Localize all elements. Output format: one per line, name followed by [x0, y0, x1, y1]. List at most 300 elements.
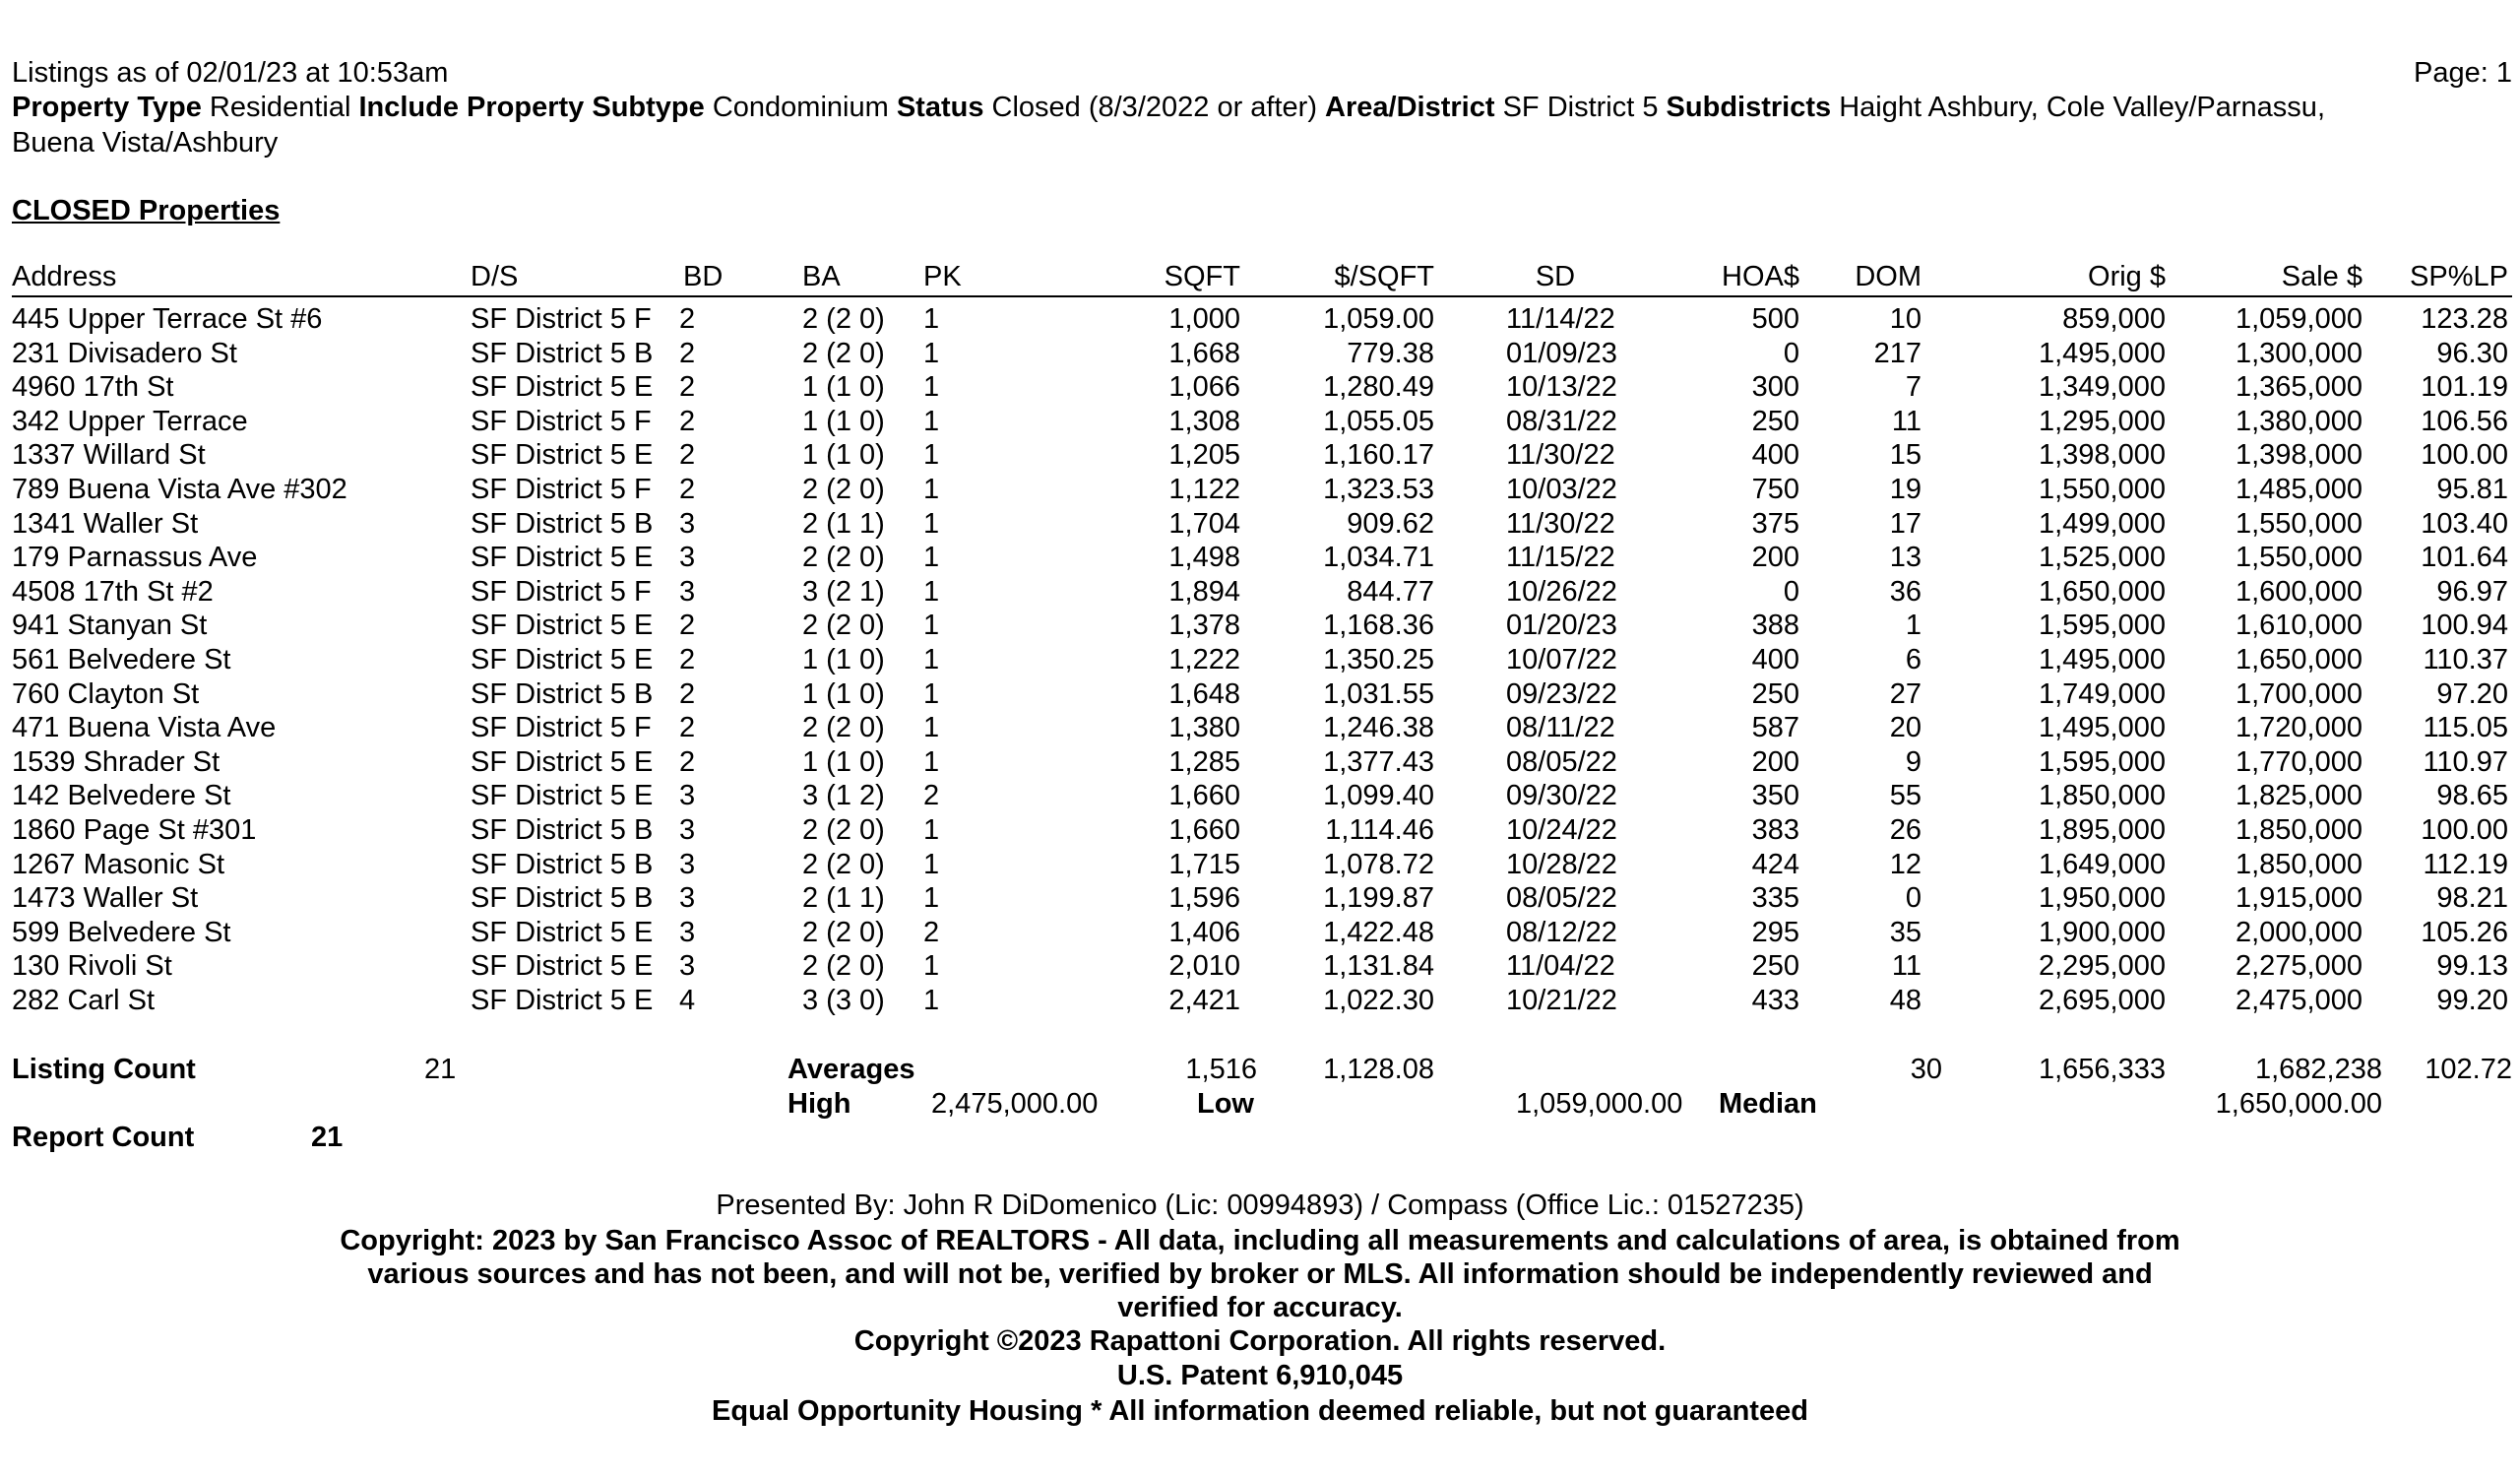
- cell-bd: 2: [679, 371, 696, 403]
- cell-dom: 11: [1891, 950, 1922, 982]
- cell-ppsf: 1,055.05: [1323, 406, 1434, 437]
- cell-orig: 1,398,000: [2038, 439, 2166, 471]
- cell-sqft: 1,648: [1168, 678, 1240, 710]
- cell-ppsf: 1,280.49: [1323, 371, 1434, 403]
- cell-ba: 2 (2 0): [802, 814, 885, 846]
- cell-ds: SF District 5 E: [471, 746, 654, 778]
- cell-bd: 3: [679, 950, 696, 982]
- cell-ba: 2 (2 0): [802, 474, 885, 505]
- cell-sd: 08/12/22: [1506, 917, 1617, 948]
- cell-dom: 19: [1889, 474, 1922, 505]
- cell-hoa: 295: [1751, 917, 1799, 948]
- cell-sqft: 1,660: [1168, 780, 1240, 811]
- cell-ba: 2 (1 1): [802, 882, 885, 914]
- cell-ppsf: 1,131.84: [1323, 950, 1434, 982]
- avg-dom: 30: [1910, 1054, 1942, 1085]
- cell-ppsf: 1,323.53: [1323, 474, 1434, 505]
- avg-ppsf: 1,128.08: [1323, 1054, 1434, 1085]
- equal-opportunity: Equal Opportunity Housing * All information deemed reliable, but not guaranteed: [712, 1395, 1808, 1427]
- cell-orig: 1,649,000: [2038, 849, 2166, 880]
- cell-hoa: 433: [1751, 985, 1799, 1016]
- cell-sd: 11/15/22: [1506, 542, 1615, 573]
- cell-sale: 2,000,000: [2235, 917, 2362, 948]
- cell-pk: 1: [923, 644, 940, 675]
- cell-address: 130 Rivoli St: [12, 950, 172, 982]
- cell-ds: SF District 5 E: [471, 917, 654, 948]
- cell-hoa: 375: [1751, 508, 1799, 540]
- cell-dom: 15: [1889, 439, 1922, 471]
- section-title: CLOSED Properties: [12, 195, 281, 226]
- cell-splp: 115.05: [2423, 712, 2508, 743]
- cell-orig: 1,525,000: [2038, 542, 2166, 573]
- header-divider: [12, 295, 2512, 297]
- cell-sd: 10/26/22: [1506, 576, 1617, 608]
- cell-sale: 1,720,000: [2235, 712, 2362, 743]
- cell-hoa: 424: [1751, 849, 1799, 880]
- cell-ba: 1 (1 0): [802, 678, 885, 710]
- cell-dom: 9: [1905, 746, 1922, 778]
- col-header-hoa: HOA$: [1722, 261, 1799, 292]
- averages-label: Averages: [788, 1054, 915, 1085]
- cell-splp: 96.30: [2436, 338, 2508, 369]
- cell-ppsf: 1,022.30: [1323, 985, 1434, 1016]
- cell-splp: 101.19: [2421, 371, 2508, 403]
- cell-address: 231 Divisadero St: [12, 338, 237, 369]
- cell-ds: SF District 5 E: [471, 542, 654, 573]
- cell-sqft: 1,715: [1168, 849, 1240, 880]
- cell-sd: 09/30/22: [1506, 780, 1617, 811]
- cell-dom: 26: [1889, 814, 1922, 846]
- cell-hoa: 250: [1751, 678, 1799, 710]
- cell-ppsf: 1,377.43: [1323, 746, 1434, 778]
- cell-bd: 3: [679, 576, 696, 608]
- cell-ds: SF District 5 F: [471, 406, 652, 437]
- cell-sqft: 1,660: [1168, 814, 1240, 846]
- listing-count-value: 21: [424, 1054, 457, 1085]
- copyright-line-2: various sources and has not been, and will not be, verified by broker or MLS. All information should be independently reviewed and: [367, 1258, 2153, 1290]
- col-header-ppsf: $/SQFT: [1334, 261, 1434, 292]
- search-criteria-line2: Buena Vista/Ashbury: [12, 127, 279, 159]
- cell-pk: 1: [923, 849, 940, 880]
- cell-hoa: 500: [1751, 303, 1799, 335]
- cell-bd: 2: [679, 712, 696, 743]
- cell-sd: 08/05/22: [1506, 882, 1617, 914]
- cell-orig: 2,695,000: [2038, 985, 2166, 1016]
- cell-splp: 105.26: [2421, 917, 2508, 948]
- cell-dom: 48: [1889, 985, 1922, 1016]
- cell-dom: 11: [1891, 406, 1922, 437]
- cell-bd: 2: [679, 406, 696, 437]
- copyright-line-1: Copyright: 2023 by San Francisco Assoc of REALTORS - All data, including all measurements and calculations of area, is obtained from: [340, 1225, 2180, 1256]
- cell-ppsf: 1,034.71: [1323, 542, 1434, 573]
- cell-bd: 3: [679, 780, 696, 811]
- cell-sale: 1,550,000: [2235, 542, 2362, 573]
- cell-sqft: 1,285: [1168, 746, 1240, 778]
- col-header-bd: BD: [683, 261, 724, 292]
- low-label: Low: [1197, 1088, 1254, 1120]
- cell-dom: 217: [1873, 338, 1922, 369]
- search-criteria: [12, 94, 2325, 122]
- criteria-label-subdistricts: Subdistricts: [1666, 92, 1832, 123]
- cell-splp: 96.97: [2436, 576, 2508, 608]
- cell-hoa: 200: [1751, 542, 1799, 573]
- cell-sqft: 2,010: [1168, 950, 1240, 982]
- cell-sale: 2,475,000: [2235, 985, 2362, 1016]
- cell-ppsf: 1,099.40: [1323, 780, 1434, 811]
- cell-sd: 10/07/22: [1506, 644, 1617, 675]
- cell-sqft: 1,066: [1168, 371, 1240, 403]
- cell-sd: 10/28/22: [1506, 849, 1617, 880]
- cell-orig: 1,349,000: [2038, 371, 2166, 403]
- cell-pk: 1: [923, 474, 940, 505]
- cell-sale: 1,915,000: [2235, 882, 2362, 914]
- cell-ba: 1 (1 0): [802, 371, 885, 403]
- cell-address: 445 Upper Terrace St #6: [12, 303, 323, 335]
- cell-dom: 27: [1889, 678, 1922, 710]
- cell-address: 760 Clayton St: [12, 678, 200, 710]
- cell-ds: SF District 5 E: [471, 985, 654, 1016]
- cell-hoa: 587: [1751, 712, 1799, 743]
- cell-hoa: 0: [1783, 338, 1799, 369]
- cell-orig: 1,950,000: [2038, 882, 2166, 914]
- cell-hoa: 350: [1751, 780, 1799, 811]
- cell-ds: SF District 5 F: [471, 712, 652, 743]
- cell-ba: 2 (2 0): [802, 917, 885, 948]
- report-count-value: 21: [311, 1122, 344, 1153]
- cell-sqft: 1,498: [1168, 542, 1240, 573]
- cell-address: 4960 17th St: [12, 371, 174, 403]
- cell-dom: 13: [1889, 542, 1922, 573]
- cell-ba: 2 (2 0): [802, 542, 885, 573]
- cell-hoa: 750: [1751, 474, 1799, 505]
- cell-address: 1341 Waller St: [12, 508, 199, 540]
- cell-sale: 1,700,000: [2235, 678, 2362, 710]
- cell-ba: 2 (2 0): [802, 338, 885, 369]
- cell-dom: 6: [1905, 644, 1922, 675]
- cell-orig: 1,650,000: [2038, 576, 2166, 608]
- cell-splp: 100.00: [2421, 814, 2508, 846]
- cell-sale: 1,380,000: [2235, 406, 2362, 437]
- cell-ppsf: 844.77: [1347, 576, 1434, 608]
- cell-address: 1539 Shrader St: [12, 746, 220, 778]
- cell-address: 342 Upper Terrace: [12, 406, 248, 437]
- high-value: 2,475,000.00: [931, 1088, 1099, 1120]
- cell-pk: 1: [923, 814, 940, 846]
- cell-address: 1267 Masonic St: [12, 849, 225, 880]
- cell-ba: 2 (2 0): [802, 950, 885, 982]
- cell-sd: 09/23/22: [1506, 678, 1617, 710]
- cell-sqft: 2,421: [1168, 985, 1240, 1016]
- cell-ppsf: 1,422.48: [1323, 917, 1434, 948]
- cell-sqft: 1,406: [1168, 917, 1240, 948]
- cell-splp: 99.20: [2436, 985, 2508, 1016]
- cell-splp: 106.56: [2421, 406, 2508, 437]
- cell-ppsf: 909.62: [1347, 508, 1434, 540]
- criteria-value-area: SF District 5: [1502, 92, 1659, 123]
- cell-bd: 3: [679, 849, 696, 880]
- cell-hoa: 200: [1751, 746, 1799, 778]
- cell-bd: 4: [679, 985, 696, 1016]
- cell-ba: 1 (1 0): [802, 644, 885, 675]
- cell-ba: 3 (3 0): [802, 985, 885, 1016]
- cell-ds: SF District 5 F: [471, 576, 652, 608]
- cell-sale: 1,825,000: [2235, 780, 2362, 811]
- cell-pk: 1: [923, 508, 940, 540]
- cell-orig: 1,499,000: [2038, 508, 2166, 540]
- cell-sqft: 1,380: [1168, 712, 1240, 743]
- cell-sale: 1,850,000: [2235, 849, 2362, 880]
- cell-pk: 1: [923, 985, 940, 1016]
- cell-ba: 3 (2 1): [802, 576, 885, 608]
- cell-ds: SF District 5 F: [471, 474, 652, 505]
- cell-splp: 98.65: [2436, 780, 2508, 811]
- cell-ppsf: 1,168.36: [1323, 610, 1434, 641]
- col-header-dom: DOM: [1855, 261, 1922, 292]
- patent: U.S. Patent 6,910,045: [1116, 1360, 1404, 1391]
- presented-by: Presented By: John R DiDomenico (Lic: 00994893) / Compass (Office Lic.: 01527235): [716, 1190, 1804, 1221]
- cell-sqft: 1,704: [1168, 508, 1240, 540]
- criteria-value-property-type: Residential: [209, 92, 351, 123]
- page-number: Page: 1: [2414, 57, 2512, 89]
- cell-dom: 12: [1889, 849, 1922, 880]
- cell-splp: 97.20: [2436, 678, 2508, 710]
- cell-bd: 2: [679, 474, 696, 505]
- cell-ppsf: 1,160.17: [1323, 439, 1434, 471]
- cell-splp: 103.40: [2421, 508, 2508, 540]
- cell-hoa: 0: [1783, 576, 1799, 608]
- col-header-sale: Sale $: [2281, 261, 2362, 292]
- cell-bd: 3: [679, 814, 696, 846]
- cell-bd: 3: [679, 882, 696, 914]
- cell-ds: SF District 5 E: [471, 610, 654, 641]
- cell-ppsf: 1,078.72: [1323, 849, 1434, 880]
- cell-ppsf: 1,246.38: [1323, 712, 1434, 743]
- cell-hoa: 383: [1751, 814, 1799, 846]
- cell-hoa: 388: [1751, 610, 1799, 641]
- cell-ppsf: 1,031.55: [1323, 678, 1434, 710]
- cell-ds: SF District 5 E: [471, 439, 654, 471]
- cell-sqft: 1,378: [1168, 610, 1240, 641]
- cell-bd: 2: [679, 338, 696, 369]
- cell-orig: 1,900,000: [2038, 917, 2166, 948]
- cell-splp: 110.97: [2423, 746, 2508, 778]
- cell-sd: 10/03/22: [1506, 474, 1617, 505]
- cell-ds: SF District 5 B: [471, 338, 654, 369]
- listing-count-label: Listing Count: [12, 1054, 196, 1085]
- copyright-line-3: verified for accuracy.: [1117, 1292, 1403, 1323]
- col-header-ds: D/S: [471, 261, 519, 292]
- cell-dom: 10: [1889, 303, 1922, 335]
- cell-pk: 1: [923, 610, 940, 641]
- cell-address: 1860 Page St #301: [12, 814, 257, 846]
- cell-ba: 2 (2 0): [802, 610, 885, 641]
- cell-address: 599 Belvedere St: [12, 917, 231, 948]
- cell-sale: 1,398,000: [2235, 439, 2362, 471]
- cell-splp: 110.37: [2423, 644, 2508, 675]
- avg-orig: 1,656,333: [2038, 1054, 2166, 1085]
- cell-bd: 2: [679, 439, 696, 471]
- high-label: High: [788, 1088, 851, 1120]
- cell-splp: 100.00: [2421, 439, 2508, 471]
- cell-sqft: 1,205: [1168, 439, 1240, 471]
- cell-address: 1337 Willard St: [12, 439, 206, 471]
- cell-ds: SF District 5 E: [471, 950, 654, 982]
- cell-pk: 1: [923, 439, 940, 471]
- cell-sd: 10/24/22: [1506, 814, 1617, 846]
- cell-pk: 2: [923, 780, 940, 811]
- cell-sqft: 1,308: [1168, 406, 1240, 437]
- cell-pk: 1: [923, 371, 940, 403]
- avg-splp: 102.72: [2425, 1054, 2512, 1085]
- cell-orig: 2,295,000: [2038, 950, 2166, 982]
- median-label: Median: [1719, 1088, 1817, 1120]
- cell-dom: 55: [1889, 780, 1922, 811]
- cell-splp: 100.94: [2421, 610, 2508, 641]
- cell-dom: 17: [1889, 508, 1922, 540]
- cell-sd: 10/13/22: [1506, 371, 1617, 403]
- cell-sale: 1,485,000: [2235, 474, 2362, 505]
- cell-sqft: 1,222: [1168, 644, 1240, 675]
- cell-bd: 2: [679, 610, 696, 641]
- cell-hoa: 335: [1751, 882, 1799, 914]
- cell-ds: SF District 5 B: [471, 678, 654, 710]
- cell-orig: 1,495,000: [2038, 644, 2166, 675]
- cell-sqft: 1,894: [1168, 576, 1240, 608]
- cell-address: 471 Buena Vista Ave: [12, 712, 277, 743]
- cell-orig: 1,895,000: [2038, 814, 2166, 846]
- cell-sd: 08/05/22: [1506, 746, 1617, 778]
- cell-ppsf: 1,199.87: [1323, 882, 1434, 914]
- cell-address: 142 Belvedere St: [12, 780, 231, 811]
- col-header-sd: SD: [1535, 261, 1576, 292]
- cell-hoa: 250: [1751, 406, 1799, 437]
- cell-ppsf: 1,350.25: [1323, 644, 1434, 675]
- cell-ba: 1 (1 0): [802, 746, 885, 778]
- cell-ba: 2 (2 0): [802, 303, 885, 335]
- cell-sqft: 1,596: [1168, 882, 1240, 914]
- cell-ba: 2 (1 1): [802, 508, 885, 540]
- cell-sale: 1,610,000: [2235, 610, 2362, 641]
- cell-sale: 1,300,000: [2235, 338, 2362, 369]
- low-value: 1,059,000.00: [1516, 1088, 1683, 1120]
- cell-ds: SF District 5 E: [471, 780, 654, 811]
- criteria-label-subtype: Include Property Subtype: [358, 92, 705, 123]
- cell-orig: 1,495,000: [2038, 712, 2166, 743]
- cell-ppsf: 1,059.00: [1323, 303, 1434, 335]
- cell-splp: 95.81: [2436, 474, 2508, 505]
- cell-sd: 11/30/22: [1506, 439, 1615, 471]
- cell-address: 941 Stanyan St: [12, 610, 208, 641]
- listings-as-of: Listings as of 02/01/23 at 10:53am: [12, 57, 449, 89]
- cell-sd: 11/30/22: [1506, 508, 1615, 540]
- median-value: 1,650,000.00: [2215, 1088, 2382, 1120]
- cell-ds: SF District 5 E: [471, 644, 654, 675]
- cell-hoa: 400: [1751, 644, 1799, 675]
- cell-sale: 1,550,000: [2235, 508, 2362, 540]
- cell-sale: 1,850,000: [2235, 814, 2362, 846]
- cell-sqft: 1,668: [1168, 338, 1240, 369]
- cell-pk: 1: [923, 338, 940, 369]
- cell-ba: 1 (1 0): [802, 439, 885, 471]
- cell-splp: 101.64: [2421, 542, 2508, 573]
- cell-ds: SF District 5 E: [471, 371, 654, 403]
- cell-dom: 36: [1889, 576, 1922, 608]
- cell-orig: 1,595,000: [2038, 746, 2166, 778]
- cell-dom: 7: [1905, 371, 1922, 403]
- cell-bd: 2: [679, 644, 696, 675]
- cell-orig: 1,749,000: [2038, 678, 2166, 710]
- col-header-address: Address: [12, 261, 117, 292]
- cell-sd: 10/21/22: [1506, 985, 1617, 1016]
- cell-sale: 1,365,000: [2235, 371, 2362, 403]
- cell-ba: 1 (1 0): [802, 406, 885, 437]
- criteria-value-subtype: Condominium: [712, 92, 889, 123]
- cell-ds: SF District 5 B: [471, 814, 654, 846]
- cell-splp: 99.13: [2436, 950, 2508, 982]
- col-header-sqft: SQFT: [1164, 261, 1240, 292]
- cell-sale: 1,770,000: [2235, 746, 2362, 778]
- cell-splp: 112.19: [2423, 849, 2508, 880]
- cell-hoa: 300: [1751, 371, 1799, 403]
- cell-dom: 1: [1905, 610, 1922, 641]
- cell-bd: 2: [679, 303, 696, 335]
- cell-address: 4508 17th St #2: [12, 576, 214, 608]
- criteria-value-subdistricts: Haight Ashbury, Cole Valley/Parnassu,: [1839, 92, 2325, 123]
- cell-orig: 1,850,000: [2038, 780, 2166, 811]
- cell-address: 789 Buena Vista Ave #302: [12, 474, 347, 505]
- cell-hoa: 250: [1751, 950, 1799, 982]
- criteria-value-status: Closed (8/3/2022 or after): [991, 92, 1317, 123]
- cell-dom: 35: [1889, 917, 1922, 948]
- cell-sale: 1,600,000: [2235, 576, 2362, 608]
- cell-ba: 2 (2 0): [802, 849, 885, 880]
- cell-sale: 2,275,000: [2235, 950, 2362, 982]
- cell-sale: 1,650,000: [2235, 644, 2362, 675]
- cell-address: 282 Carl St: [12, 985, 156, 1016]
- cell-splp: 98.21: [2436, 882, 2508, 914]
- cell-sd: 01/20/23: [1506, 610, 1617, 641]
- cell-bd: 3: [679, 542, 696, 573]
- cell-sqft: 1,000: [1168, 303, 1240, 335]
- cell-ba: 2 (2 0): [802, 712, 885, 743]
- cell-ds: SF District 5 B: [471, 849, 654, 880]
- cell-bd: 2: [679, 678, 696, 710]
- cell-pk: 1: [923, 576, 940, 608]
- cell-address: 1473 Waller St: [12, 882, 199, 914]
- cell-ds: SF District 5 B: [471, 882, 654, 914]
- cell-pk: 1: [923, 303, 940, 335]
- cell-bd: 3: [679, 917, 696, 948]
- criteria-label-area: Area/District: [1325, 92, 1495, 123]
- cell-pk: 1: [923, 406, 940, 437]
- cell-sd: 08/31/22: [1506, 406, 1617, 437]
- cell-pk: 1: [923, 746, 940, 778]
- copyright-rapattoni: Copyright ©2023 Rapattoni Corporation. All rights reserved.: [853, 1325, 1667, 1357]
- cell-sd: 11/14/22: [1506, 303, 1615, 335]
- cell-bd: 2: [679, 746, 696, 778]
- cell-orig: 1,295,000: [2038, 406, 2166, 437]
- cell-dom: 0: [1905, 882, 1922, 914]
- cell-orig: 1,595,000: [2038, 610, 2166, 641]
- cell-orig: 1,495,000: [2038, 338, 2166, 369]
- cell-dom: 20: [1889, 712, 1922, 743]
- cell-pk: 1: [923, 542, 940, 573]
- report-count-label: Report Count: [12, 1122, 195, 1153]
- cell-sale: 1,059,000: [2235, 303, 2362, 335]
- cell-pk: 2: [923, 917, 940, 948]
- cell-bd: 3: [679, 508, 696, 540]
- col-header-splp: SP%LP: [2410, 261, 2508, 292]
